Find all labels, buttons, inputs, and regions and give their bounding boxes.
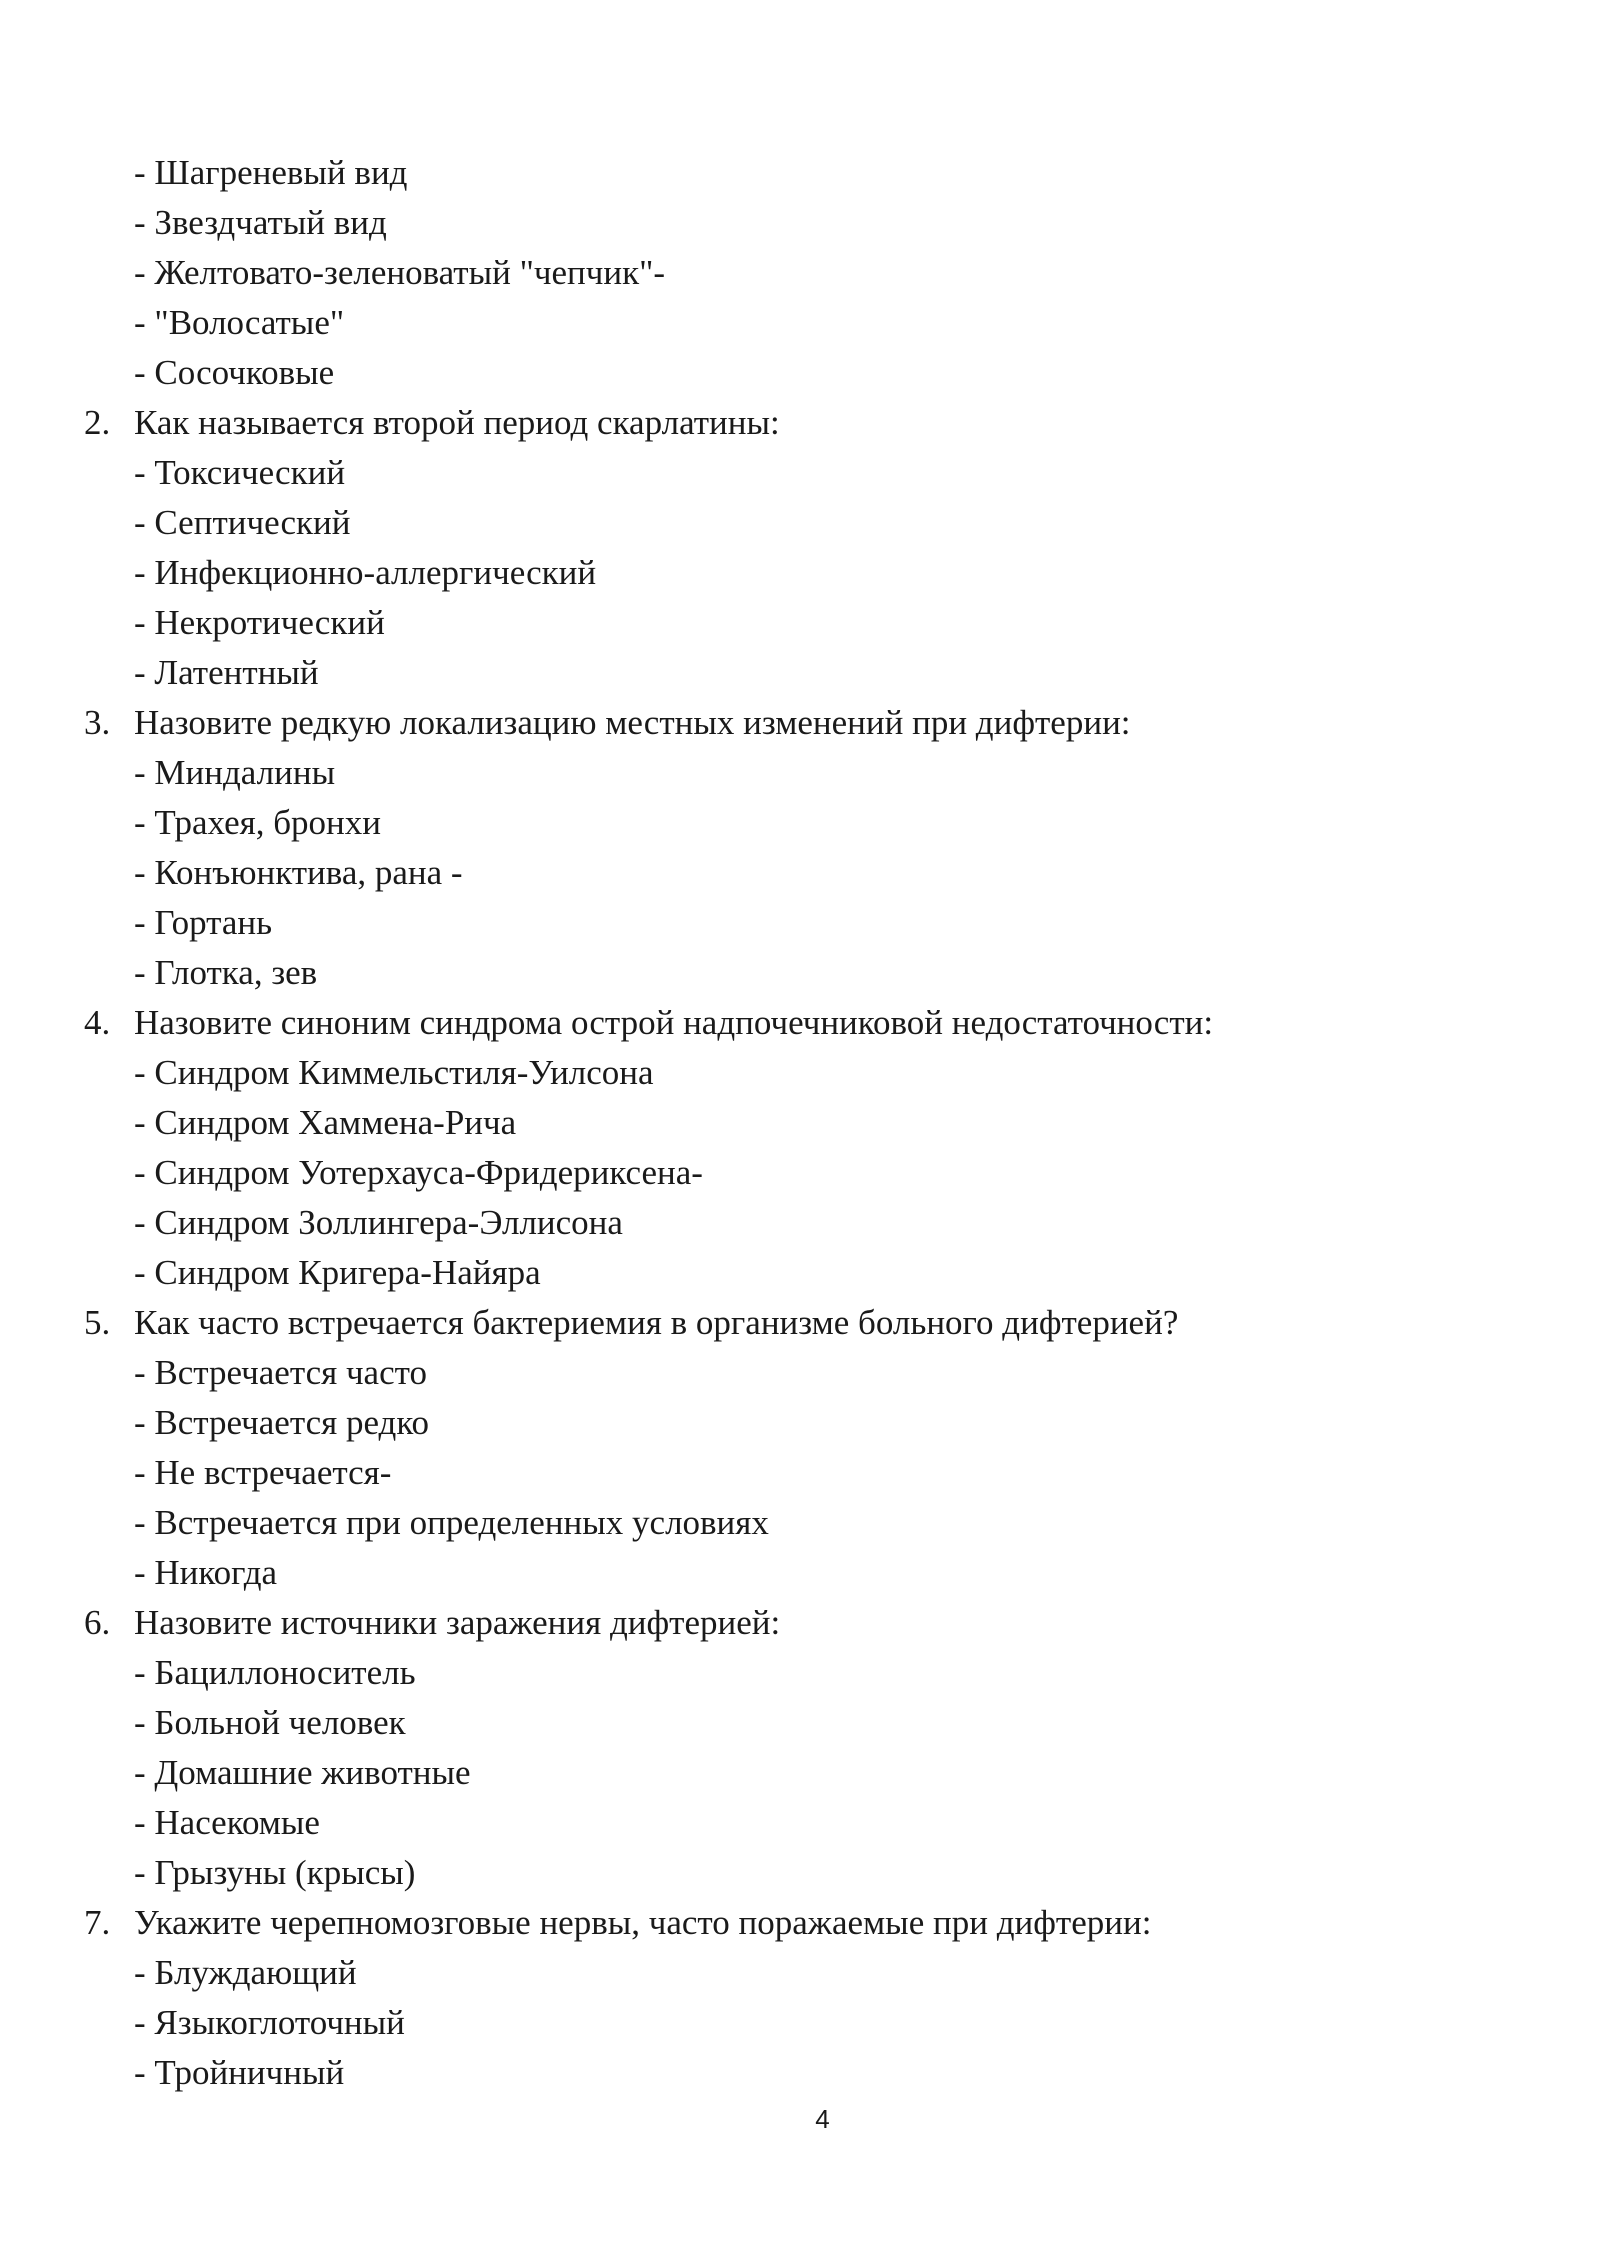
answer-option: - Встречается при определенных условиях	[134, 1503, 769, 1542]
question-line	[84, 1598, 1504, 1648]
answer-option: - Синдром Золлингера-Эллисона	[134, 1203, 623, 1242]
answer-option: - Блуждающий	[134, 1953, 357, 1992]
question-number: 2.	[84, 403, 111, 442]
answer-option: - Конъюнктива, рана -	[134, 853, 463, 892]
answer-option: - Домашние животные	[134, 1753, 471, 1792]
answer-option: - Никогда	[134, 1553, 278, 1592]
page-number: 4	[815, 2104, 830, 2134]
question-line	[84, 998, 1504, 1048]
question-text: Как называется второй период скарлатины:	[134, 403, 780, 442]
answer-option: - Миндалины	[134, 753, 336, 792]
question-line	[84, 698, 1504, 748]
question-line	[84, 1898, 1504, 1948]
answer-option: - "Волосатые"	[134, 303, 345, 342]
answer-option: - Встречается редко	[134, 1403, 430, 1442]
question-block	[84, 998, 1504, 1298]
answer-option: - Синдром Киммельстиля-Уилсона	[134, 1053, 654, 1092]
question-line	[84, 1298, 1504, 1348]
question-number: 6.	[84, 1603, 111, 1642]
answer-option: - Насекомые	[134, 1803, 320, 1842]
answer-option: - Встречается часто	[134, 1353, 427, 1392]
question-block	[84, 398, 1504, 698]
answer-option: - Сосочковые	[134, 353, 335, 392]
question-text: Как часто встречается бактериемия в организме больного дифтерией?	[134, 1303, 1179, 1342]
answer-option: - Гортань	[134, 903, 273, 942]
answer-option: - Бациллоноситель	[134, 1653, 416, 1692]
question-block	[84, 1598, 1504, 1898]
question-block	[84, 1298, 1504, 1598]
answer-option: - Не встречается-	[134, 1453, 392, 1492]
question-number: 4.	[84, 1003, 111, 1042]
answer-option: - Языкоглоточный	[134, 2003, 405, 2042]
question-text: Укажите черепномозговые нервы, часто поражаемые при дифтерии:	[134, 1903, 1152, 1942]
question-text: Назовите источники заражения дифтерией:	[134, 1603, 781, 1642]
answer-option: - Трахея, бронхи	[134, 803, 382, 842]
answer-option: - Септический	[134, 503, 351, 542]
question-number: 7.	[84, 1903, 111, 1942]
answer-option: - Тройничный	[134, 2053, 345, 2092]
answer-option: - Грызуны (крысы)	[134, 1853, 416, 1892]
answer-option: - Токсический	[134, 453, 346, 492]
question-text: Назовите синоним синдрома острой надпочечниковой недостаточности:	[134, 1003, 1214, 1042]
question-block	[84, 1898, 1504, 2098]
answer-option: - Синдром Хаммена-Рича	[134, 1103, 517, 1142]
answer-option: - Шагреневый вид	[134, 153, 408, 192]
answer-option: - Больной человек	[134, 1703, 406, 1742]
question-number: 3.	[84, 703, 111, 742]
option-list	[84, 148, 1504, 398]
answer-option: - Глотка, зев	[134, 953, 318, 992]
question-block	[84, 698, 1504, 998]
answer-option: - Латентный	[134, 653, 319, 692]
answer-option: - Желтовато-зеленоватый "чепчик"-	[134, 253, 666, 292]
answer-option: - Некротический	[134, 603, 385, 642]
answer-option: - Звездчатый вид	[134, 203, 387, 242]
answer-option: - Инфекционно-аллергический	[134, 553, 597, 592]
answer-option: - Синдром Кригера-Найяра	[134, 1253, 541, 1292]
question-text: Назовите редкую локализацию местных изменений при дифтерии:	[134, 703, 1131, 742]
question-line	[84, 398, 1504, 448]
answer-option: - Синдром Уотерхауса-Фридериксена-	[134, 1153, 703, 1192]
question-number: 5.	[84, 1303, 111, 1342]
document-body	[84, 148, 1504, 2098]
